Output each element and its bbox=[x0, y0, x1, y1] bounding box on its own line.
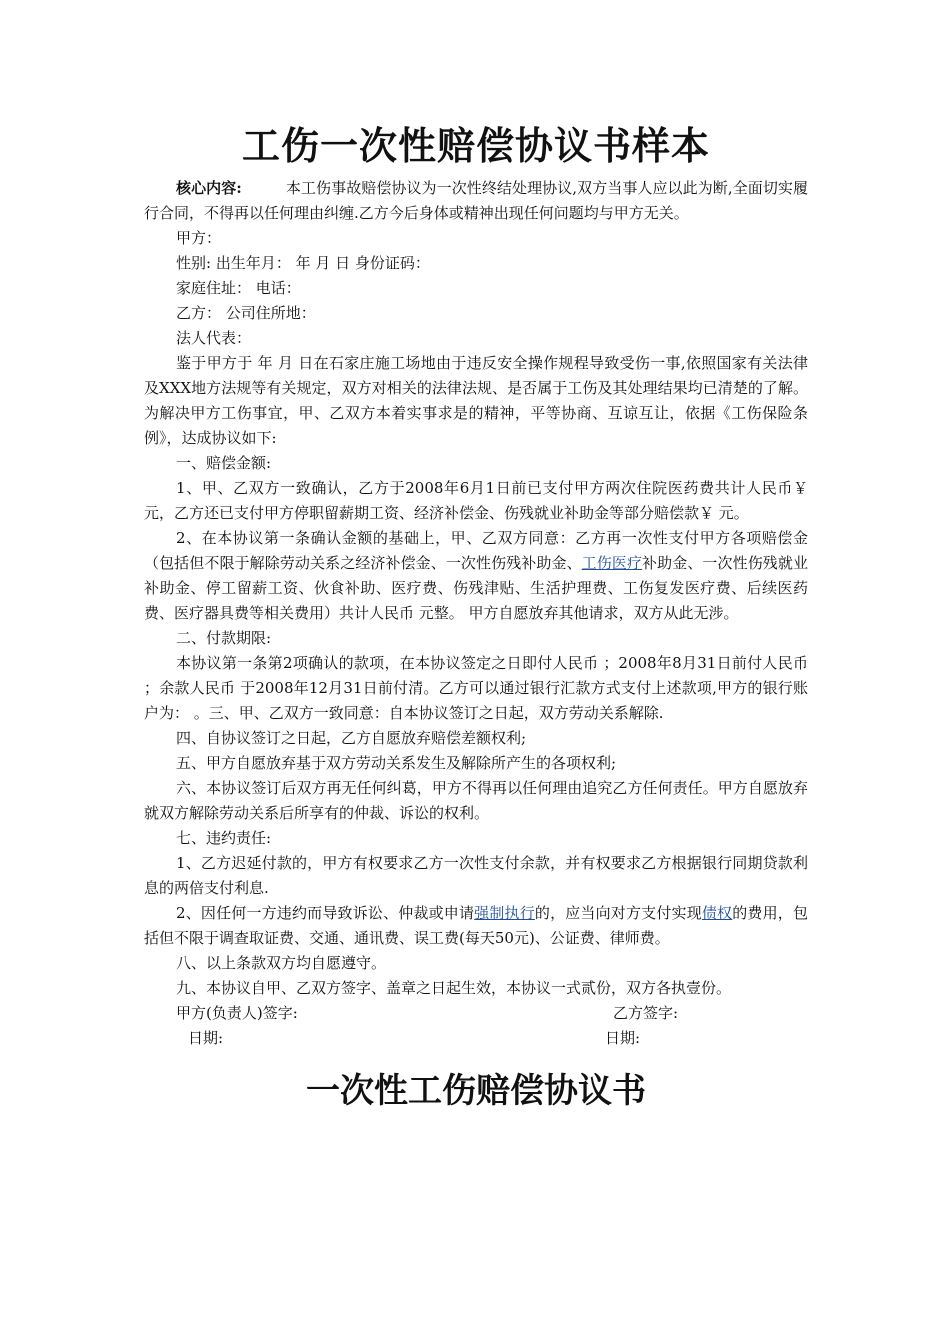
link-work-injury-medical[interactable]: 工伤医疗 bbox=[581, 554, 643, 572]
section-1-item-1: 1、甲、乙双方一致确认，乙方于2008年6月1日前已支付甲方两次住院医药费共计人民币￥ 元，乙方还已支付甲方停职留薪期工资、经济补偿金、伤残就业补助金等部分赔偿款￥ 元。 bbox=[144, 479, 808, 522]
core-label: 核心内容: bbox=[176, 179, 242, 197]
link-creditor-right[interactable]: 债权 bbox=[701, 904, 733, 922]
preamble-paragraph: 鉴于甲方于 年 月 日在石家庄施工场地由于违反安全操作规程导致受伤一事,依照国家有关法律及XXX地方法规等有关规定，双方对相关的法律法规、是否属于工伤及其处理结果均已清楚的了解。为解决甲方工伤事宜，甲、乙双方本着实事求是的精神，平等协商、互谅互让，依据《工伤保险条例》，达成协议如下: bbox=[144, 354, 808, 447]
section-1-heading: 一、赔偿金额: bbox=[176, 454, 272, 472]
date-row bbox=[144, 1026, 808, 1051]
section-2-heading: 二、付款期限: bbox=[176, 629, 272, 647]
section-8: 八、以上条款双方均自愿遵守。 bbox=[176, 954, 387, 972]
section-7-item-2: 2、因任何一方违约而导致诉讼、仲裁或申请强制执行的，应当向对方支付实现债权的费用，包括但不限于调查取证费、交通、通讯费、误工费(每天50元)、公证费、律师费。 bbox=[144, 904, 808, 947]
party-a-signature-label: 甲方(负责人)签字: bbox=[176, 1004, 298, 1022]
section-7-item-1: 1、乙方迟延付款的，甲方有权要求乙方一次性支付余款，并有权要求乙方根据银行同期贷款利息的两倍支付利息. bbox=[144, 854, 808, 897]
party-b-field: 乙方： 公司住所地： bbox=[176, 304, 316, 322]
party-a-field: 甲方： bbox=[176, 229, 222, 247]
document-title: 工伤一次性赔偿协议书样本 bbox=[241, 123, 710, 168]
second-document-title: 一次性工伤赔偿协议书 bbox=[306, 1071, 646, 1111]
section-2-paragraph: 本协议第一条第2项确认的款项，在本协议签定之日即付人民币 ；2008年8月31日前付人民币 ；余款人民币 于2008年12月31日前付清。乙方可以通过银行汇款方式支付上述款项,甲方的银行账户为： 。三、甲、乙双方一致同意：自本协议签订之日起，双方劳动关系解除. bbox=[144, 654, 808, 722]
core-text: 本工伤事故赔偿协议为一次性终结处理协议,双方当事人应以此为断,全面切实履行合同，不得再以任何理由纠缠.乙方今后身体或精神出现任何问题均与甲方无关。 bbox=[144, 179, 808, 222]
signature-row bbox=[144, 1001, 808, 1026]
section-1-item-2: 2、在本协议第一条确认金额的基础上，甲、乙双方同意：乙方再一次性支付甲方各项赔偿金（包括但不限于解除劳动关系之经济补偿金、一次性伤残补助金、工伤医疗补助金、一次性伤残就业补助金、停工留薪工资、伙食补助、医疗费、伤残津贴、生活护理费、工伤复发医疗费、后续医药费、医疗器具费等相关费用）共计人民币 元整。 甲方自愿放弃其他请求，双方从此无涉。 bbox=[144, 529, 808, 622]
link-enforcement[interactable]: 强制执行 bbox=[474, 904, 535, 922]
party-a-date-label: 日期: bbox=[188, 1029, 224, 1047]
party-b-date-label: 日期: bbox=[605, 1029, 641, 1047]
legal-rep-field: 法人代表： bbox=[176, 329, 252, 347]
section-6: 六、本协议签订后双方再无任何纠葛，甲方不得再以任何理由追究乙方任何责任。甲方自愿放弃就双方解除劳动关系后所享有的仲裁、诉讼的权利。 bbox=[144, 779, 808, 822]
section-5: 五、甲方自愿放弃基于双方劳动关系发生及解除所产生的各项权利; bbox=[176, 754, 617, 772]
party-b-signature-label: 乙方签字: bbox=[613, 1004, 679, 1022]
section-9: 九、本协议自甲、乙双方签字、盖章之日起生效，本协议一式贰份，双方各执壹份。 bbox=[176, 979, 732, 997]
section-4: 四、自协议签订之日起，乙方自愿放弃赔偿差额权利; bbox=[176, 729, 527, 747]
core-paragraph bbox=[144, 176, 808, 226]
section-7-heading: 七、违约责任: bbox=[176, 829, 272, 847]
gender-birth-id-field: 性别: 出生年月： 年 月 日 身份证码： bbox=[176, 254, 430, 272]
address-phone-field: 家庭住址： 电话： bbox=[176, 279, 301, 297]
document-page bbox=[144, 118, 808, 1119]
